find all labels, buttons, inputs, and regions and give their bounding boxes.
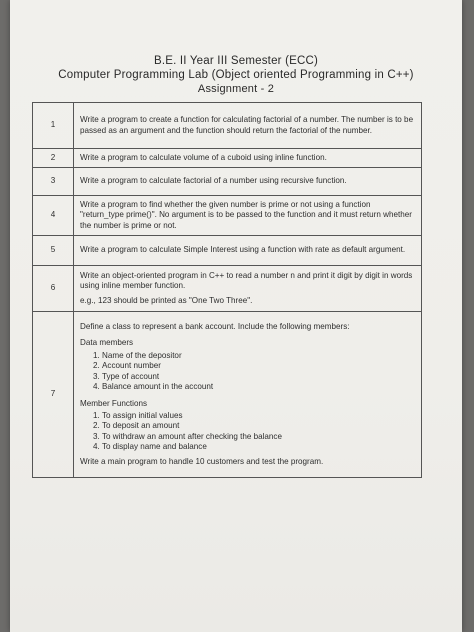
list-item: 2. Account number <box>102 361 415 371</box>
row-number: 5 <box>33 236 74 266</box>
list-item: 4. Balance amount in the account <box>102 382 415 392</box>
row-number: 1 <box>33 103 74 149</box>
row-number: 6 <box>33 266 74 312</box>
table-row <box>33 236 422 266</box>
member-functions-heading: Member Functions <box>80 398 148 408</box>
question-text: Write a program to calculate Simple Interest using a function with rate as default argument. <box>74 236 422 266</box>
example-text: e.g., 123 should be printed as "One Two Three". <box>80 295 253 305</box>
assignment-title: Assignment - 2 <box>197 83 275 95</box>
class-definition-intro: Define a class to represent a bank account. Include the following members: <box>80 322 350 332</box>
list-item: 3. To withdraw an amount after checking the balance <box>102 432 415 442</box>
question-text: Write a program to find whether the given number is prime or not using a function "return_type prime()". No argument is to be passed to the function and it must return whether the number is prime or not. <box>74 196 422 236</box>
question-text: Write a program to calculate volume of a cuboid using inline function. <box>74 149 422 168</box>
question-text <box>74 312 422 478</box>
table-row <box>33 168 422 196</box>
closing-instruction: Write a main program to handle 10 customers and test the program. <box>80 456 324 466</box>
data-members-list <box>80 351 415 393</box>
row-number: 3 <box>33 168 74 196</box>
list-item: 2. To deposit an amount <box>102 421 415 431</box>
course-heading: B.E. II Year III Semester (ECC) <box>153 55 319 67</box>
list-item: 4. To display name and balance <box>102 442 415 452</box>
assignment-sheet <box>10 0 462 632</box>
list-item: 3. Type of account <box>102 372 415 382</box>
table-row <box>33 103 422 149</box>
row-number: 4 <box>33 196 74 236</box>
data-members-heading: Data members <box>80 338 134 348</box>
question-text: Write an object-oriented program in C++ to read a number n and print it digit by digit in words using inline member function. e.g., 123 should be printed as "One Two Three". <box>74 266 422 312</box>
question-text: Write a program to create a function for calculating factorial of a number. The number is to be passed as an argument and the function should return the factorial of the number. <box>74 103 422 149</box>
table-row <box>33 196 422 236</box>
row-number: 7 <box>33 312 74 478</box>
question-text: Write a program to calculate factorial of a number using recursive function. <box>74 168 422 196</box>
list-item: 1. Name of the depositor <box>102 351 415 361</box>
assignment-table <box>32 102 422 478</box>
list-item: 1. To assign initial values <box>102 411 415 421</box>
member-functions-list <box>80 411 415 453</box>
table-row <box>33 266 422 312</box>
row-number: 2 <box>33 149 74 168</box>
lab-title: Computer Programming Lab (Object oriented Programming in C++) <box>58 69 414 81</box>
table-row <box>33 149 422 168</box>
table-row <box>33 312 422 478</box>
